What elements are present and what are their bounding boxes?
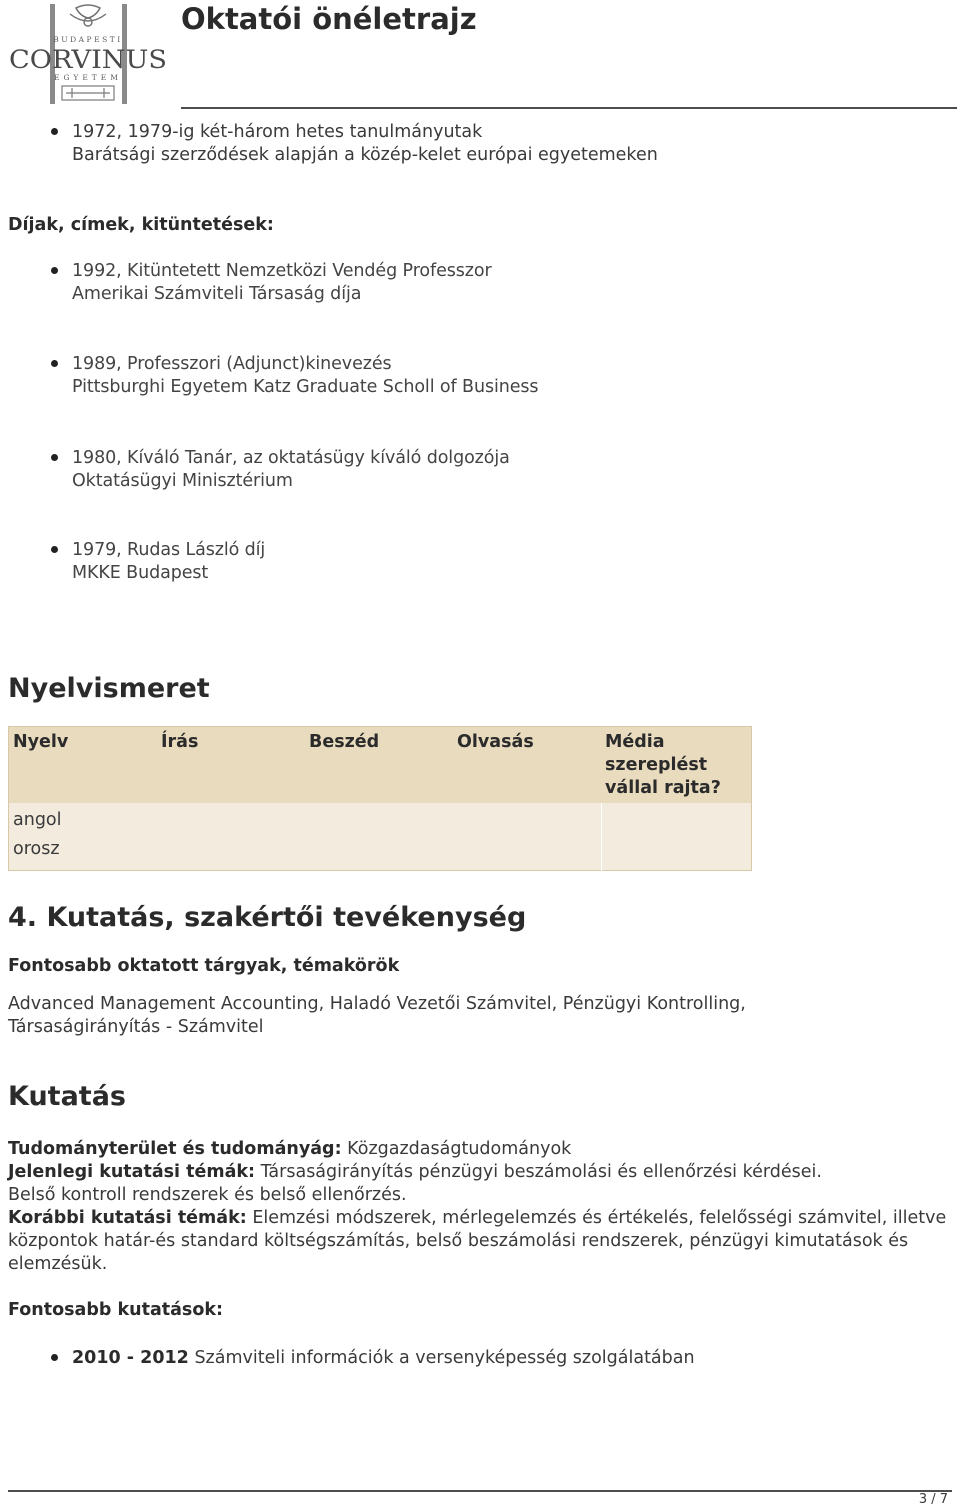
logo-bottom-text: EGYETEM — [54, 73, 122, 82]
research-title: Számviteli információk a versenyképesség szolgálatában — [194, 1348, 695, 1368]
languages-table — [8, 726, 752, 871]
page-title: Oktatói önéletrajz — [181, 2, 477, 36]
current-topics-value: Társaságirányítás pénzügyi beszámolási és ellenőrzési kérdései. — [260, 1162, 822, 1182]
list-item-line2: Barátsági szerződések alapján a közép-kelet európai egyetemeken — [72, 145, 658, 165]
bullet-icon — [51, 1354, 58, 1361]
bullet-icon — [51, 454, 58, 461]
list-item — [72, 539, 932, 585]
list-item — [72, 1347, 932, 1370]
list-item-line2: MKKE Budapest — [72, 563, 209, 583]
awards-heading: Díjak, címek, kitüntetések: — [8, 215, 274, 235]
current-topics-value-2: Belső kontroll rendszerek és belső ellenőrzés. — [8, 1185, 407, 1205]
list-item — [72, 447, 932, 493]
list-item-line1: 1992, Kitüntetett Nemzetközi Vendég Professzor — [72, 261, 492, 281]
list-item-line2: Amerikai Számviteli Társaság díja — [72, 284, 362, 304]
list-item-line1: 1972, 1979-ig két-három hetes tanulmányutak — [72, 122, 483, 142]
research-current-line — [8, 1161, 953, 1184]
list-item-line2: Oktatásügyi Minisztérium — [72, 471, 293, 491]
footer-divider — [8, 1490, 952, 1492]
list-item — [72, 121, 932, 167]
logo-main-text: CORVINUS — [9, 45, 168, 74]
column-header: Olvasás — [453, 727, 601, 804]
languages-heading: Nyelvismeret — [8, 673, 210, 704]
research-heading: Kutatás — [8, 1081, 126, 1112]
column-header: Média szereplést vállal rajta? — [601, 727, 752, 804]
research-details — [8, 1138, 953, 1276]
language-name: orosz — [13, 839, 60, 859]
previous-topics-value: Elemzési módszerek, mérlegelemzés és értékelés, felelősségi számvitel, illetve központok határ-és standard költségszámítás, belső beszámolási rendszerek, pénzügyi kimutatások és elemzésük. — [8, 1208, 947, 1274]
language-cell — [9, 803, 158, 871]
header-divider — [181, 107, 957, 109]
subjects-heading: Fontosabb oktatott tárgyak, témakörök — [8, 956, 400, 976]
page-header — [0, 0, 960, 110]
research-field-line — [8, 1138, 953, 1161]
list-item — [72, 260, 932, 306]
table-row — [9, 803, 752, 871]
table-cell — [157, 803, 601, 871]
column-header: Beszéd — [305, 727, 453, 804]
current-topics-label: Jelenlegi kutatási témák: — [8, 1162, 256, 1182]
list-item-line1: 1980, Kíváló Tanár, az oktatásügy kíváló dolgozója — [72, 448, 510, 468]
research-item — [72, 1347, 932, 1370]
list-item-line1: 1989, Professzori (Adjunct)kinevezés — [72, 354, 392, 374]
bullet-icon — [51, 128, 58, 135]
field-value: Közgazdaságtudományok — [347, 1139, 572, 1159]
research-years: 2010 - 2012 — [72, 1348, 189, 1368]
table-header-row — [9, 727, 752, 804]
bullet-icon — [51, 267, 58, 274]
list-item-line2: Pittsburghi Egyetem Katz Graduate Scholl of Business — [72, 377, 539, 397]
column-header: Nyelv — [9, 727, 158, 804]
research-section-heading: 4. Kutatás, szakértői tevékenység — [8, 902, 527, 933]
field-label: Tudományterület és tudományág: — [8, 1139, 342, 1159]
bullet-icon — [51, 360, 58, 367]
table-cell — [601, 803, 752, 871]
previous-topics-label: Korábbi kutatási témák: — [8, 1208, 247, 1228]
major-research-heading: Fontosabb kutatások: — [8, 1300, 224, 1320]
logo-top-text: BUDAPESTI — [53, 35, 123, 44]
corvinus-logo — [6, 4, 170, 104]
column-header: Írás — [157, 727, 305, 804]
subjects-text: Advanced Management Accounting, Haladó Vezetői Számvitel, Pénzügyi Kontrolling, Társaságirányítás - Számvitel — [8, 994, 746, 1037]
research-previous-line — [8, 1207, 953, 1276]
language-name: angol — [13, 810, 62, 830]
page-number: 3 / 7 — [918, 1492, 948, 1507]
list-item-line1: 1979, Rudas László díj — [72, 540, 266, 560]
bullet-icon — [51, 546, 58, 553]
list-item — [72, 353, 932, 399]
